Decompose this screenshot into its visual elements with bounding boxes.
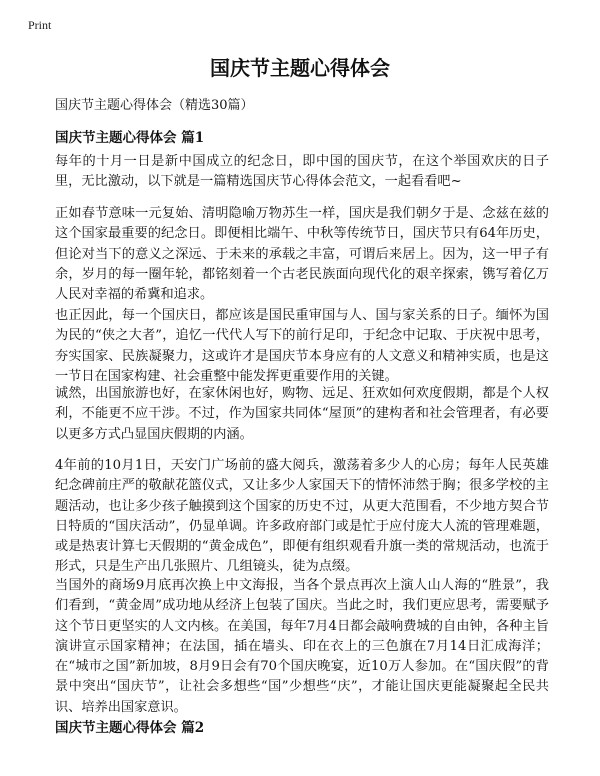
page-title: 国庆节主题心得体会 [210, 56, 390, 80]
paragraph-1: 每年的十月一日是新中国成立的纪念日，即中国的国庆节，在这个举国欢庆的日子里，无比激动，以下就是一篇精选国庆节心得体会范文，一起看看吧~ [55, 154, 549, 190]
document-subtitle: 国庆节主题心得体会（精选30篇） [55, 98, 254, 113]
paragraph-5: 4年前的10月1日，天安门广场前的盛大阅兵，激荡着多少人的心房；每年人民英雄纪念碑前庄严的敬献花篮仪式，又让多少人家国天下的情怀沛然于胸；很多学校的主题活动，也让多少孩子触摸到这个国家的历史不过，从更大范围看，不少地方契合节日特质的“国庆活动”，仍显单调。许多政府部门或是忙于应付庞大人流的管理难题，或是热衷计算七天假期的“黄金成色”，即便有组织观看升旗一类的常规活动，也流于形式，只是生产出几张照片、几组镜头，徒为点缀。 [55, 458, 549, 575]
paragraph-6: 当国外的商场9月底再次换上中文海报，当各个景点再次上演人山人海的“胜景”，我们看到，“黄金周”成功地从经济上包装了国庆。当此之时，我们更应思考，需要赋予这个节日更坚实的人文内核。在美国，每年7月4日都会敲响费城的自由钟，各种主旨演讲宣示国家精神；在法国，插在墙头、印在衣上的三色旗在7月14日汇成海洋；在“城市之国”新加坡，8月9日会有70个国庆晚宴，近10万人参加。在“国庆假”的背景中突出“国庆节”，让社会多想些“国”少想些“庆”，才能让国庆更能凝聚起全民共识、培养出国家意识。 [55, 578, 549, 715]
print-link[interactable]: Print [28, 18, 52, 32]
paragraph-2: 正如春节意味一元复始、清明隐喻万物苏生一样，国庆是我们朝夕于是、念兹在兹的这个国家最重要的纪念日。即便相比端午、中秋等传统节日，国庆节只有64年历史，但论对当下的意义之深远、于未来的承载之丰富，可谓后来居上。因为，这一甲子有余，岁月的每一圈年轮，都铭刻着一个古老民族面向现代化的艰辛探索，镌写着亿万人民对幸福的希冀和追求。 [55, 206, 549, 303]
section-heading-2: 国庆节主题心得体会 篇2 [55, 720, 205, 736]
paragraph-3: 也正因此，每一个国庆日，都应该是国民重审国与人、国与家关系的日子。缅怀为国为民的“侠之大者”，追忆一代代人写下的前行足印，于纪念中记取、于庆祝中思考，夯实国家、民族凝聚力，这或许才是国庆节本身应有的人文意义和精神实质，也是这一节日在国家构建、社会重整中能发挥更重要作用的关键。 [55, 308, 549, 384]
section-heading-1: 国庆节主题心得体会 篇1 [55, 130, 205, 146]
paragraph-4: 诚然，出国旅游也好，在家休闲也好，购物、远足、狂欢如何欢度假期，都是个人权利，不能更不应干涉。不过，作为国家共同体“屋顶”的建构者和社会管理者，有必要以更多方式凸显国庆假期的内涵。 [55, 386, 549, 442]
